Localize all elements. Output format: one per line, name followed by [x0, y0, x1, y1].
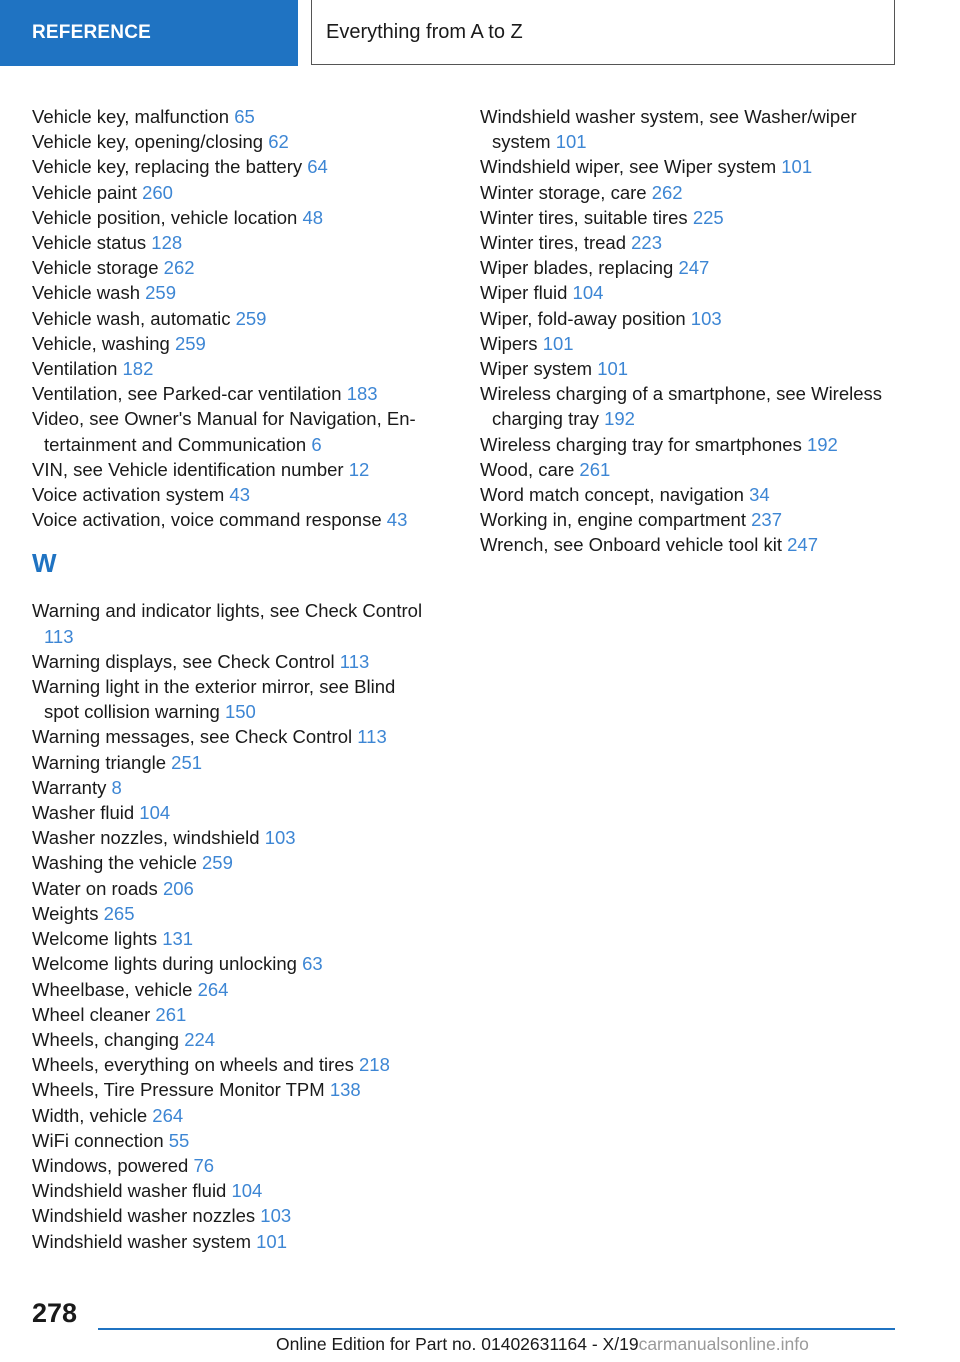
- index-entry-text: Warning light in the exterior mirror, see Blind spot collision warning: [32, 676, 396, 723]
- index-entry: [480, 507, 910, 532]
- footer-edition: [276, 1334, 809, 1355]
- index-entry-text: Wheel cleaner: [32, 1003, 151, 1025]
- section-letter-w: W: [32, 548, 57, 579]
- index-entry-text: Welcome lights during unlocking: [32, 953, 297, 975]
- index-entry: [480, 532, 910, 557]
- index-entry-text: Voice activation, voice command response: [32, 509, 382, 531]
- index-entry: [32, 129, 432, 154]
- index-entry: [32, 598, 432, 648]
- index-entry-text: Vehicle status: [32, 232, 147, 254]
- index-entry-page-link[interactable]: 182: [122, 358, 154, 380]
- index-entry-page-link[interactable]: 265: [103, 902, 135, 924]
- index-entry-text: Vehicle wash, automatic: [32, 307, 231, 329]
- index-entry: [32, 876, 432, 901]
- index-entry-text: Wipers: [480, 332, 538, 354]
- index-entry: [32, 482, 432, 507]
- index-entry-page-link[interactable]: 113: [357, 726, 387, 748]
- index-entry-text: Warning triangle: [32, 751, 167, 773]
- index-entry-page-link[interactable]: 218: [359, 1054, 390, 1076]
- index-entry-page-link[interactable]: 63: [302, 953, 323, 975]
- index-entry-text: Vehicle key, opening/closing: [32, 131, 264, 153]
- index-entry-page-link[interactable]: 223: [631, 232, 663, 254]
- index-entry: [32, 800, 432, 825]
- index-entry-page-link[interactable]: 128: [151, 232, 183, 254]
- index-entry-text: Width, vehicle: [32, 1104, 148, 1126]
- index-entry-text: Windows, powered: [32, 1154, 189, 1176]
- index-entry: [32, 775, 432, 800]
- index-entry-page-link[interactable]: 251: [171, 751, 203, 773]
- index-entry: [32, 1178, 432, 1203]
- index-entry: [480, 331, 910, 356]
- index-entry: [480, 230, 910, 255]
- index-entry-text: Wheels, everything on wheels and tires: [32, 1054, 354, 1076]
- index-entry-page-link[interactable]: 103: [690, 307, 722, 329]
- index-entry-text: Working in, engine compartment: [480, 509, 746, 531]
- index-entry: [480, 154, 910, 179]
- index-entry-text: WiFi connection: [32, 1129, 164, 1151]
- index-entry-page-link[interactable]: 261: [155, 1003, 187, 1025]
- index-entry-text: Ventilation, see Parked-car ventilation: [32, 383, 342, 405]
- index-entry-page-link[interactable]: 8: [111, 776, 122, 798]
- index-entry-text: Warranty: [32, 776, 107, 798]
- index-entry-text: Warning and indicator lights, see Check Control: [32, 600, 423, 622]
- index-entry: [32, 649, 432, 674]
- index-entry: [32, 356, 432, 381]
- index-entry-page-link[interactable]: 103: [260, 1205, 292, 1227]
- index-entry-text: Wrench, see Onboard vehicle tool kit: [480, 534, 782, 556]
- index-entry: [32, 104, 432, 129]
- index-group-w: [32, 598, 432, 1253]
- index-entry-text: Wireless charging tray for smartphones: [480, 433, 802, 455]
- index-entry-text: Water on roads: [32, 877, 158, 899]
- index-entry: [32, 205, 432, 230]
- index-entry: [32, 331, 432, 356]
- index-entry-page-link[interactable]: 104: [231, 1180, 263, 1202]
- index-entry-text: Ventilation: [32, 358, 118, 380]
- index-entry-text: Vehicle, washing: [32, 332, 170, 354]
- index-entry-text: Weights: [32, 902, 99, 924]
- index-entry-page-link[interactable]: 104: [139, 802, 171, 824]
- index-entry-text: Wiper fluid: [480, 282, 568, 304]
- index-entry-text: Vehicle key, replacing the battery: [32, 156, 303, 178]
- index-entry: [480, 180, 910, 205]
- index-entry-text: Vehicle paint: [32, 181, 137, 203]
- index-entry-page-link[interactable]: 264: [197, 978, 229, 1000]
- index-entry-page-link[interactable]: 206: [162, 877, 194, 899]
- index-entry-page-link[interactable]: 103: [264, 827, 296, 849]
- index-entry: [32, 1002, 432, 1027]
- index-entry-page-link[interactable]: 64: [307, 156, 328, 178]
- index-entry: [480, 381, 910, 431]
- index-entry: [32, 977, 432, 1002]
- index-entry-text: Winter storage, care: [480, 181, 647, 203]
- index-entry-text: Warning messages, see Check Control: [32, 726, 353, 748]
- page-title: [311, 0, 895, 65]
- index-entry-text: Windshield washer system, see Washer/wiper system: [480, 106, 857, 153]
- index-entry: [32, 850, 432, 875]
- index-entry-page-link[interactable]: 247: [678, 257, 710, 279]
- index-entry: [480, 255, 910, 280]
- index-entry-page-link[interactable]: 101: [781, 156, 813, 178]
- index-entry: [32, 901, 432, 926]
- index-entry-page-link[interactable]: 237: [751, 509, 782, 531]
- index-entry-text: Windshield washer fluid: [32, 1180, 227, 1202]
- index-entry: [32, 1077, 432, 1102]
- footer-watermark: carmanualsonline.info: [638, 1334, 809, 1354]
- index-entry: [32, 180, 432, 205]
- index-entry-page-link[interactable]: 12: [348, 458, 370, 480]
- index-entry: [480, 482, 910, 507]
- index-entry: [32, 1128, 432, 1153]
- index-entry-text: Wiper blades, replacing: [480, 257, 674, 279]
- index-entry-text: Wheels, Tire Pressure Monitor TPM: [32, 1079, 325, 1101]
- index-entry-page-link[interactable]: 101: [542, 332, 574, 354]
- index-entry-page-link[interactable]: 225: [692, 206, 724, 228]
- index-entry: [32, 230, 432, 255]
- page-title-text: Everything from A to Z: [326, 20, 523, 43]
- index-entry: [32, 674, 432, 724]
- index-entry-text: Warning displays, see Check Control: [32, 650, 335, 672]
- index-entry-text: Wheelbase, vehicle: [32, 978, 193, 1000]
- index-entry-text: Welcome lights: [32, 928, 158, 950]
- index-entry: [32, 825, 432, 850]
- index-entry-text: Windshield wiper, see Wiper system: [480, 156, 777, 178]
- index-entry-text: VIN, see Vehicle identification number: [32, 458, 344, 480]
- index-entry-text: Winter tires, suitable tires: [480, 206, 688, 228]
- index-entry: [32, 1153, 432, 1178]
- index-entry-text: Winter tires, tread: [480, 232, 626, 254]
- index-entry-text: Video, see Owner's Manual for Navigation, Entertainment and Communication: [32, 408, 416, 455]
- index-entry-page-link[interactable]: 259: [235, 307, 267, 329]
- index-entry-page-link[interactable]: 101: [256, 1230, 288, 1252]
- index-entry-text: Wiper, fold-away position: [480, 307, 686, 329]
- index-entry: [32, 457, 432, 482]
- index-entry-text: Vehicle wash: [32, 282, 140, 304]
- index-entry: [32, 1229, 432, 1254]
- index-entry-text: Washer fluid: [32, 802, 135, 824]
- index-column-right: [480, 104, 910, 558]
- index-entry: [32, 926, 432, 951]
- index-entry: [480, 356, 910, 381]
- index-entry-text: Wheels, changing: [32, 1028, 180, 1050]
- index-entry: [480, 306, 910, 331]
- index-entry: [32, 507, 432, 532]
- page-number: 278: [32, 1298, 78, 1328]
- index-entry-page-link[interactable]: 259: [145, 282, 176, 304]
- index-entry-page-link[interactable]: 43: [386, 509, 408, 531]
- index-entry: [32, 724, 432, 749]
- section-tab-label: REFERENCE: [32, 22, 151, 43]
- index-entry-text: Vehicle key, malfunction: [32, 106, 230, 127]
- footer-rule: [98, 1328, 895, 1330]
- index-group-w-continued: [480, 104, 910, 558]
- index-entry-page-link[interactable]: 192: [604, 408, 635, 430]
- index-entry-page-link[interactable]: 262: [163, 257, 195, 279]
- index-entry-page-link[interactable]: 224: [184, 1028, 216, 1050]
- index-entry-text: Wood, care: [480, 458, 575, 480]
- index-entry-page-link[interactable]: 76: [193, 1154, 215, 1176]
- index-entry: [480, 457, 910, 482]
- index-entry: [32, 381, 432, 406]
- index-entry-page-link[interactable]: 43: [229, 484, 250, 506]
- index-entry: [480, 205, 910, 230]
- index-entry-text: Washing the vehicle: [32, 852, 197, 874]
- index-entry-text: Windshield washer system: [32, 1230, 251, 1252]
- index-entry-page-link[interactable]: 62: [268, 131, 289, 153]
- index-entry: [32, 951, 432, 976]
- index-entry-text: Wiper system: [480, 358, 593, 380]
- index-entry: [32, 1052, 432, 1077]
- index-entry-page-link[interactable]: 247: [787, 534, 818, 556]
- index-entry: [32, 1103, 432, 1128]
- footer-edition-text: Online Edition for Part no. 01402631164 - X/19: [276, 1334, 639, 1354]
- index-entry-page-link[interactable]: 55: [168, 1129, 190, 1151]
- index-entry-page-link[interactable]: 113: [339, 650, 370, 672]
- index-entry: [480, 432, 910, 457]
- index-entry-page-link[interactable]: 264: [152, 1104, 184, 1126]
- index-entry-page-link[interactable]: 260: [142, 181, 173, 203]
- index-entry-page-link[interactable]: 48: [302, 206, 324, 228]
- section-tab: [0, 0, 298, 66]
- index-entry-page-link[interactable]: 192: [806, 433, 838, 455]
- index-entry-page-link[interactable]: 261: [579, 458, 611, 480]
- index-entry-page-link[interactable]: 101: [597, 358, 629, 380]
- index-entry-page-link[interactable]: 113: [44, 625, 74, 647]
- index-entry: [480, 104, 910, 154]
- index-entry-text: Word match concept, navigation: [480, 484, 744, 506]
- index-entry-page-link[interactable]: 101: [555, 131, 587, 153]
- index-entry-page-link[interactable]: 131: [162, 928, 194, 950]
- index-column-left: [32, 104, 432, 1254]
- index-entry-text: Voice activation system: [32, 484, 225, 506]
- index-entry-text: Vehicle storage: [32, 257, 159, 279]
- index-entry: [32, 1203, 432, 1228]
- index-entry-page-link[interactable]: 104: [572, 282, 604, 304]
- index-entry: [32, 154, 432, 179]
- index-entry-page-link[interactable]: 6: [311, 433, 322, 455]
- index-entry-page-link[interactable]: 65: [234, 106, 255, 127]
- index-entry-page-link[interactable]: 183: [346, 383, 378, 405]
- index-entry-page-link[interactable]: 262: [651, 181, 683, 203]
- index-entry-text: Vehicle position, vehicle location: [32, 206, 298, 228]
- index-entry: [32, 750, 432, 775]
- index-entry-text: Wireless charging of a smartphone, see Wireless charging tray: [480, 383, 883, 430]
- index-entry-page-link[interactable]: 138: [329, 1079, 361, 1101]
- index-group-v: [32, 104, 432, 532]
- index-entry: [32, 306, 432, 331]
- index-entry-text: Washer nozzles, windshield: [32, 827, 260, 849]
- index-entry-page-link[interactable]: 259: [174, 332, 206, 354]
- index-entry: [480, 280, 910, 305]
- index-entry-page-link[interactable]: 34: [749, 484, 770, 506]
- index-entry: [32, 1027, 432, 1052]
- index-entry: [32, 406, 432, 456]
- index-entry: [32, 280, 432, 305]
- index-entry-text: Windshield washer nozzles: [32, 1205, 256, 1227]
- index-entry-page-link[interactable]: 150: [224, 701, 256, 723]
- index-entry-page-link[interactable]: 259: [202, 852, 233, 874]
- index-entry: [32, 255, 432, 280]
